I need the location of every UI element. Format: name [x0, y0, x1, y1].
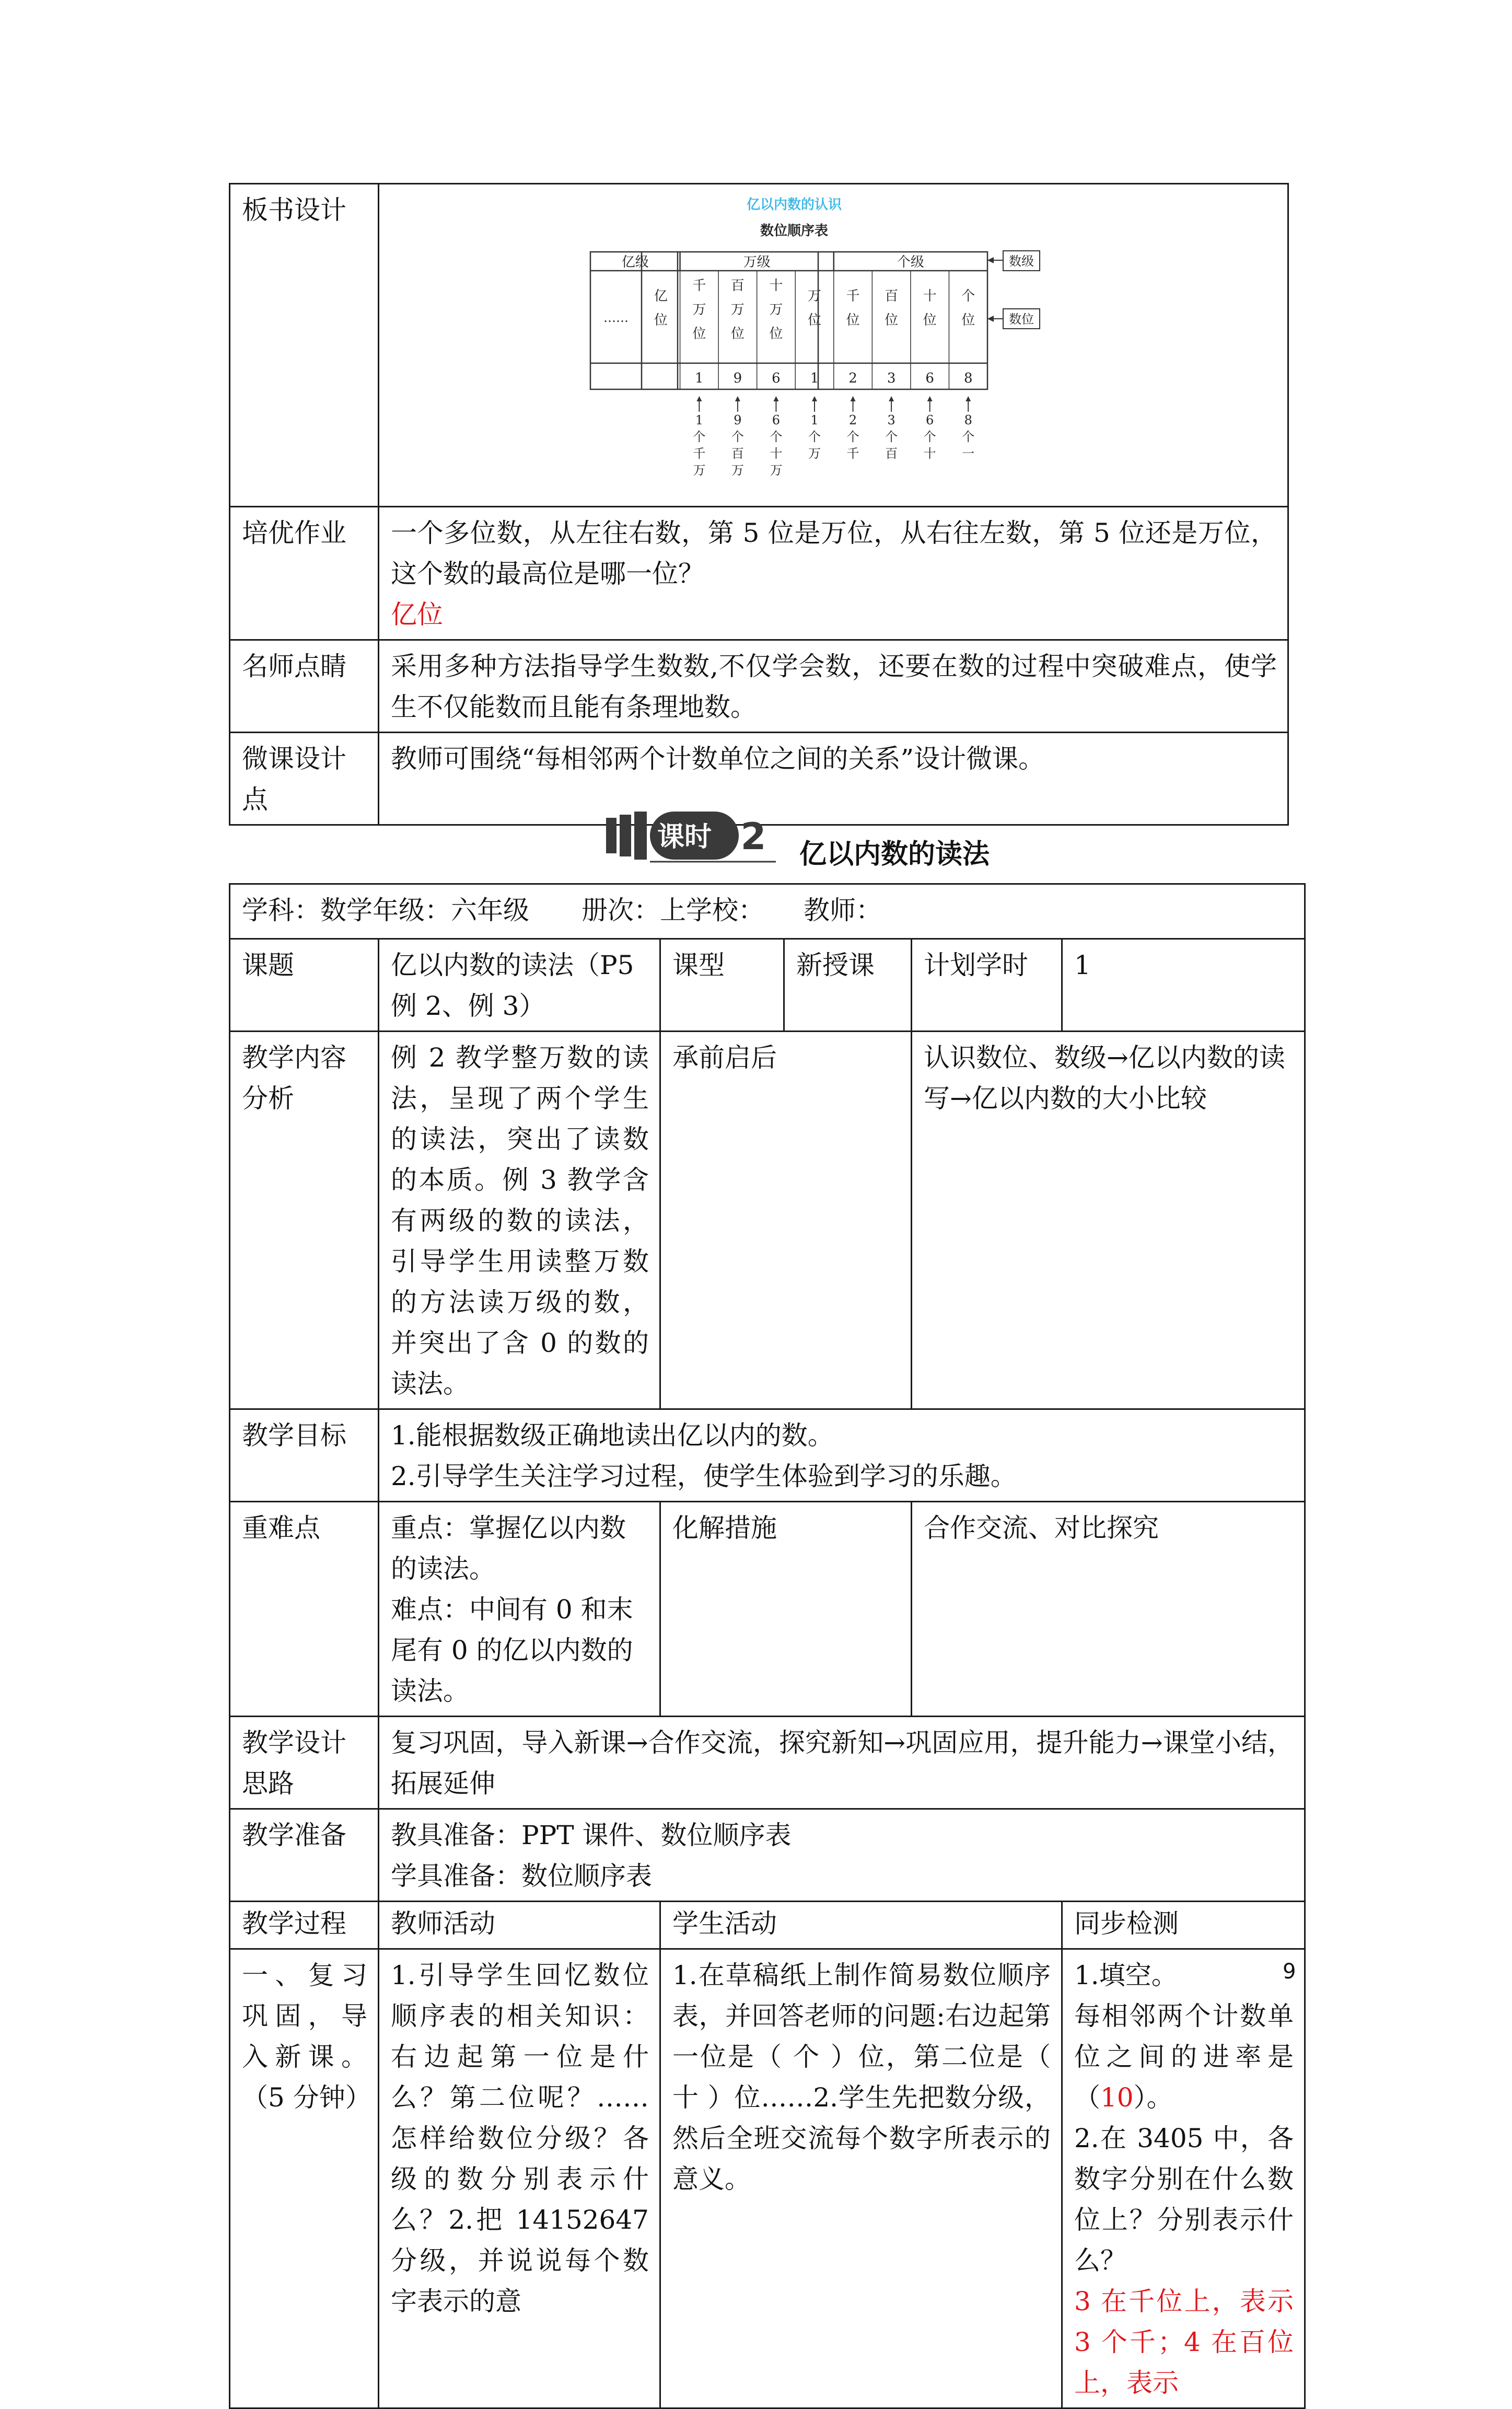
ellipsis: …… — [603, 310, 629, 325]
sync-q1-prompt: 每相邻两个计数单位之间的进率是（ — [1074, 2001, 1294, 2113]
svg-text:位: 位 — [885, 312, 899, 328]
digit: 1 — [810, 370, 819, 386]
page-number: 9 — [1283, 1960, 1296, 1984]
svg-text:百: 百 — [885, 446, 898, 461]
svg-text:个: 个 — [731, 430, 744, 444]
topic-label: 课题 — [230, 939, 379, 1032]
place-label — [808, 288, 821, 328]
link-value: 认识数位、数级→亿以内数的读写→亿以内数的大小比较 — [912, 1032, 1305, 1409]
micro-course-label: 微课设计点 — [230, 733, 379, 825]
teacher-activity: 1.引导学生回忆数位顺序表的相关知识：右边起第一位是什么？第二位呢？……怎样给数位分级？各级的数分别表示什么？2.把 14152647 分级，并说说每个数字表示的意 — [379, 1949, 660, 2408]
sync-q1: 1.填空。 — [1074, 1960, 1178, 1990]
sync-q2: 2.在 3405 中，各数字分别在什么数位上？分别表示什么？ — [1074, 2123, 1294, 2276]
svg-text:百: 百 — [885, 288, 899, 304]
homework-cell — [379, 507, 1288, 640]
svg-text:1: 1 — [810, 413, 819, 427]
svg-text:十: 十 — [770, 446, 783, 461]
svg-text:十: 十 — [769, 278, 783, 294]
place-tag — [987, 309, 1040, 329]
svg-text:位: 位 — [730, 326, 745, 342]
idea-value: 复习巩固，导入新课→合作交流，探究新知→巩固应用，提升能力→课堂小结，拓展延伸 — [379, 1717, 1305, 1809]
svg-text:位: 位 — [961, 312, 975, 328]
sync-label: 同步检测 — [1062, 1902, 1305, 1949]
sync-q1-answer: 10 — [1100, 2082, 1134, 2113]
svg-text:个: 个 — [846, 430, 859, 444]
svg-text:万: 万 — [808, 446, 821, 461]
prep-student: 学具准备：数位顺序表 — [391, 1861, 652, 1891]
meta-row: 学科：数学年级：六年级 册次：上学校： 教师： — [230, 884, 1305, 939]
sync-q1-end: ）。 — [1133, 2082, 1173, 2113]
digit-meaning — [770, 396, 782, 478]
step1-label: 一、复习巩固，导入新课。（5 分钟） — [230, 1949, 379, 2408]
svg-text:百: 百 — [730, 278, 745, 294]
link-label: 承前启后 — [660, 1032, 912, 1409]
digit-meaning — [808, 396, 821, 461]
digit: 6 — [925, 370, 934, 386]
measure-value: 合作交流、对比探究 — [912, 1502, 1305, 1717]
svg-text:数级: 数级 — [1009, 254, 1034, 269]
homework-answer: 亿位 — [391, 599, 443, 630]
svg-text:位: 位 — [654, 312, 668, 328]
svg-text:9: 9 — [734, 413, 742, 427]
chart-subtitle: 数位顺序表 — [760, 223, 829, 239]
prep-teacher: 教具准备：PPT 课件、数位顺序表 — [391, 1820, 792, 1850]
chart-title: 亿以内数的认识 — [746, 197, 842, 213]
svg-text:个: 个 — [962, 430, 975, 444]
svg-text:千: 千 — [692, 278, 706, 294]
lesson-title: 亿以内数的读法 — [799, 839, 990, 870]
digit-meaning — [962, 396, 974, 461]
svg-text:千: 千 — [846, 446, 859, 461]
place-label — [692, 278, 706, 342]
digit: 9 — [733, 370, 742, 386]
svg-text:千: 千 — [693, 446, 706, 461]
svg-text:亿: 亿 — [654, 288, 668, 304]
svg-text:万: 万 — [807, 288, 822, 304]
svg-text:个: 个 — [693, 430, 706, 444]
difficult-point: 难点：中间有 0 和末尾有 0 的亿以内数的读法。 — [391, 1594, 633, 1706]
svg-text:一: 一 — [962, 446, 975, 461]
goal-1: 1.能根据数级正确地读出亿以内的数。 — [391, 1420, 834, 1451]
svg-text:十: 十 — [923, 446, 936, 461]
svg-text:万: 万 — [730, 302, 745, 318]
svg-text:8: 8 — [964, 413, 972, 427]
svg-text:百: 百 — [731, 446, 744, 461]
teacher-activity-label: 教师活动 — [379, 1902, 660, 1949]
homework-text: 一个多位数，从左往右数，第 5 位是万位，从右往左数，第 5 位还是万位，这个数的最高位是哪一位？ — [391, 518, 1277, 589]
level-tag — [987, 251, 1040, 271]
idea-label: 教学设计思路 — [230, 1717, 379, 1809]
svg-text:万: 万 — [731, 463, 744, 478]
place-label — [846, 288, 860, 328]
digit-meaning — [693, 396, 705, 478]
place-value-chart — [585, 193, 1034, 496]
teacher-tip-text: 采用多种方法指导学生数数,不仅学会数，还要在数的过程中突破难点，使学生不仅能数而且能有条理地数。 — [379, 640, 1288, 733]
svg-text:数位: 数位 — [1009, 312, 1034, 327]
level-header: 万级 — [743, 254, 771, 270]
level-header: 个级 — [897, 254, 924, 270]
teacher-tip-label: 名师点睛 — [230, 640, 379, 733]
micro-course-text: 教师可围绕“每相邻两个计数单位之间的关系”设计微课。 — [379, 733, 1288, 825]
svg-text:2: 2 — [848, 413, 857, 427]
sync-q2-answer: 3 在千位上，表示 3 个千；4 在百位上，表示 — [1074, 2286, 1294, 2398]
svg-text:个: 个 — [923, 430, 936, 444]
place-label — [731, 278, 745, 342]
hours-label: 计划学时 — [912, 939, 1062, 1032]
goal-label: 教学目标 — [230, 1409, 379, 1502]
student-activity: 1.在草稿纸上制作简易数位顺序表，并回答老师的问题:右边起第一位是（ 个 ）位，第二位是（ 十 ）位……2.学生先把数分级，然后全班交流每个数字所表示的意义。 — [660, 1949, 1062, 2408]
digit: 2 — [848, 370, 857, 386]
svg-text:位: 位 — [923, 312, 937, 328]
key-point: 重点：掌握亿以内数的读法。 — [391, 1513, 626, 1584]
goal-2: 2.引导学生关注学习过程，使学生体验到学习的乐趣。 — [391, 1461, 1017, 1491]
digit: 6 — [772, 370, 781, 386]
svg-text:千: 千 — [846, 288, 860, 304]
content-label: 教学内容分析 — [230, 1032, 379, 1409]
process-label: 教学过程 — [230, 1902, 379, 1949]
prep-label: 教学准备 — [230, 1809, 379, 1902]
svg-text:6: 6 — [926, 413, 934, 427]
type-value: 新授课 — [784, 939, 912, 1032]
place-value-chart-svg — [585, 193, 1034, 496]
lesson-banner — [606, 807, 778, 865]
sync-check — [1062, 1949, 1305, 2408]
level-header: 亿级 — [621, 254, 649, 270]
svg-text:3: 3 — [887, 413, 895, 427]
svg-text:6: 6 — [772, 413, 781, 427]
digit-meaning — [885, 396, 898, 461]
homework-label: 培优作业 — [230, 507, 379, 640]
student-activity-label: 学生活动 — [660, 1902, 1062, 1949]
svg-text:个: 个 — [808, 430, 821, 444]
type-label: 课型 — [660, 939, 784, 1032]
measure-label: 化解措施 — [660, 1502, 912, 1717]
prep-value — [379, 1809, 1305, 1902]
place-label — [961, 288, 975, 328]
hours-value: 1 — [1062, 939, 1305, 1032]
content-value: 例 2 教学整万数的读法，呈现了两个学生的读法，突出了读数的本质。例 3 教学含有两级的数的读法，引导学生用读整万数的方法读万级的数，并突出了含 0 的数的读法。 — [379, 1032, 660, 1409]
key-value — [379, 1502, 660, 1717]
svg-text:十: 十 — [923, 288, 937, 304]
svg-text:个: 个 — [770, 430, 783, 444]
svg-text:位: 位 — [692, 326, 706, 342]
digit: 1 — [695, 370, 704, 386]
svg-text:个: 个 — [961, 288, 975, 304]
svg-text:万: 万 — [770, 463, 783, 478]
digit: 3 — [887, 370, 896, 386]
lesson-table — [229, 883, 1306, 2409]
topic-value: 亿以内数的读法（P5 例 2、例 3） — [379, 939, 660, 1032]
place-label — [885, 288, 898, 328]
key-label: 重难点 — [230, 1502, 379, 1717]
sync-q1-text — [1074, 1996, 1294, 2118]
svg-text:位: 位 — [807, 312, 822, 328]
svg-text:位: 位 — [846, 312, 860, 328]
banner-text: 课时 — [657, 821, 712, 853]
svg-text:个: 个 — [885, 430, 898, 444]
svg-text:万: 万 — [769, 302, 783, 318]
digit-meaning — [847, 396, 859, 461]
digit-meaning — [924, 396, 936, 461]
svg-text:万: 万 — [692, 302, 706, 318]
banner-number: 2 — [740, 815, 766, 858]
goal-value — [379, 1409, 1305, 1502]
svg-text:1: 1 — [695, 413, 703, 427]
place-label — [769, 278, 783, 342]
place-label — [923, 288, 937, 328]
digit: 8 — [963, 370, 973, 386]
digit-meaning — [731, 396, 744, 478]
svg-text:万: 万 — [693, 463, 706, 478]
svg-text:位: 位 — [769, 326, 783, 342]
place-label — [654, 288, 668, 328]
board-label: 板书设计 — [230, 184, 379, 507]
